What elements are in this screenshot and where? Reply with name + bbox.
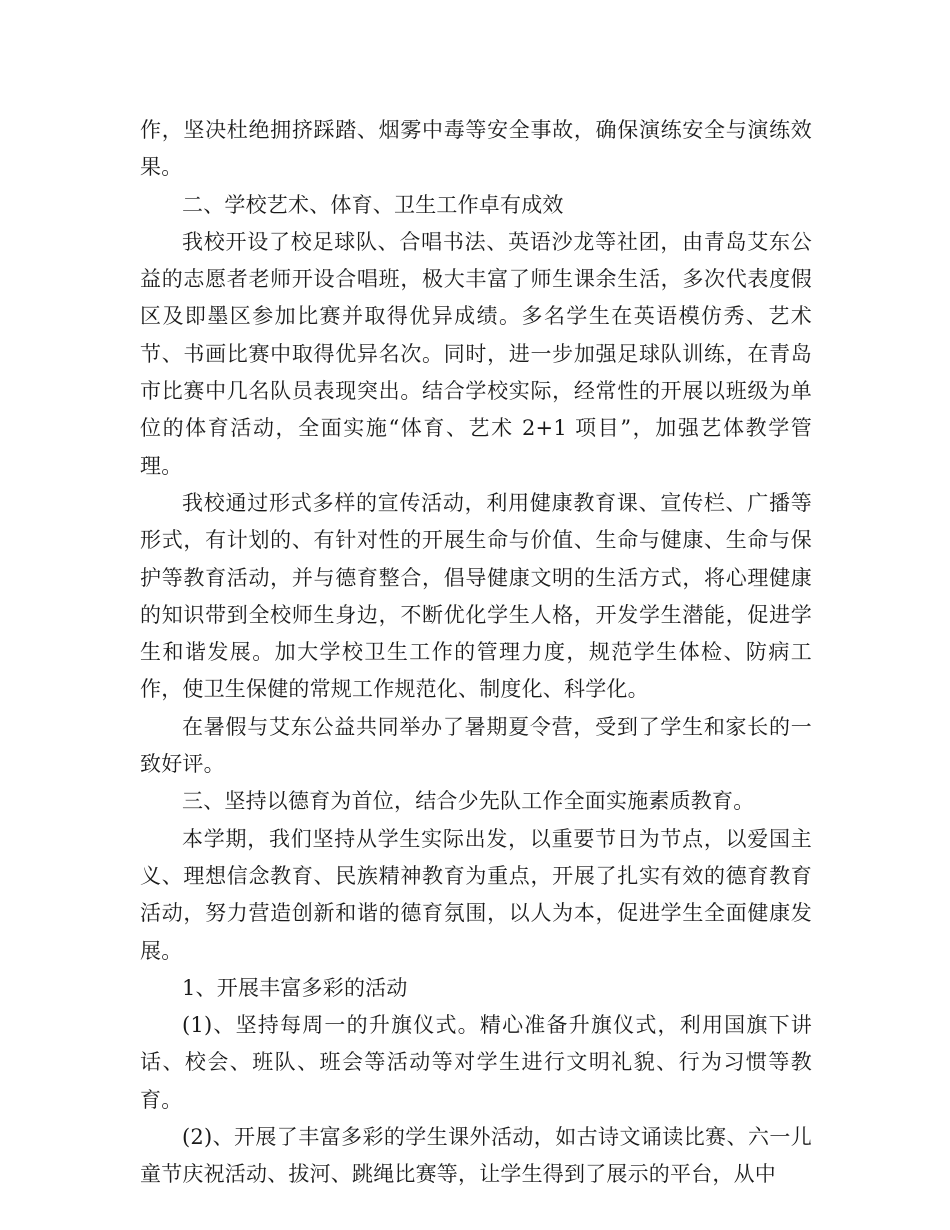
- paragraph-continuation: 作，坚决杜绝拥挤踩踏、烟雾中毒等安全事故，确保演练安全与演练效果。: [140, 118, 812, 180]
- paragraph-clubs: 我校开设了校足球队、合唱书法、英语沙龙等社团，由青岛艾东公益的志愿者老师开设合唱班，极大丰富了师生课余生活，多次代表度假区及即墨区参加比赛并取得优异成绩。多名学生在英语模仿秀、艺术节、书画比赛中取得优异名次。同时，进一步加强足球队训练，在青岛市比赛中几名队员表现突出。结合学校实际，经常性的开展以班级为单位的体育活动，全面实施“体育、艺术 2+1 项目”，加强艺体教学管理。: [140, 229, 812, 478]
- paragraph-moral-education: 本学期，我们坚持从学生实际出发，以重要节日为节点，以爱国主义、理想信念教育、民族精神教育为重点，开展了扎实有效的德育教育活动，努力营造创新和谐的德育氛围，以人为本，促进学生全面健康发展。: [140, 826, 812, 963]
- subheading-activities: 1、开展丰富多彩的活动: [182, 975, 408, 1000]
- paragraph-summer-camp: 在暑假与艾东公益共同举办了暑期夏令营，受到了学生和家长的一致好评。: [140, 714, 812, 777]
- section-heading-2: 二、学校艺术、体育、卫生工作卓有成效: [182, 192, 564, 217]
- list-item-extracurricular: (2)、开展了丰富多彩的学生课外活动，如古诗文诵读比赛、六一儿童节庆祝活动、拔河、跳绳比赛等，让学生得到了展示的平台，从中: [140, 1125, 812, 1187]
- paragraph-health-education: 我校通过形式多样的宣传活动，利用健康教育课、宣传栏、广播等形式，有计划的、有针对性的开展生命与价值、生命与健康、生命与保护等教育活动，并与德育整合，倡导健康文明的生活方式，将心理健康的知识带到全校师生身边，不断优化学生人格，开发学生潜能，促进学生和谐发展。加大学校卫生工作的管理力度，规范学生体检、防病工作，使卫生保健的常规工作规范化、制度化、科学化。: [140, 490, 812, 702]
- list-item-flag-ceremony: (1)、坚持每周一的升旗仪式。精心准备升旗仪式，利用国旗下讲话、校会、班队、班会等活动等对学生进行文明礼貌、行为习惯等教育。: [140, 1013, 812, 1112]
- section-heading-3: 三、坚持以德育为首位，结合少先队工作全面实施素质教育。: [182, 789, 755, 814]
- document-page: [140, 112, 812, 1194]
